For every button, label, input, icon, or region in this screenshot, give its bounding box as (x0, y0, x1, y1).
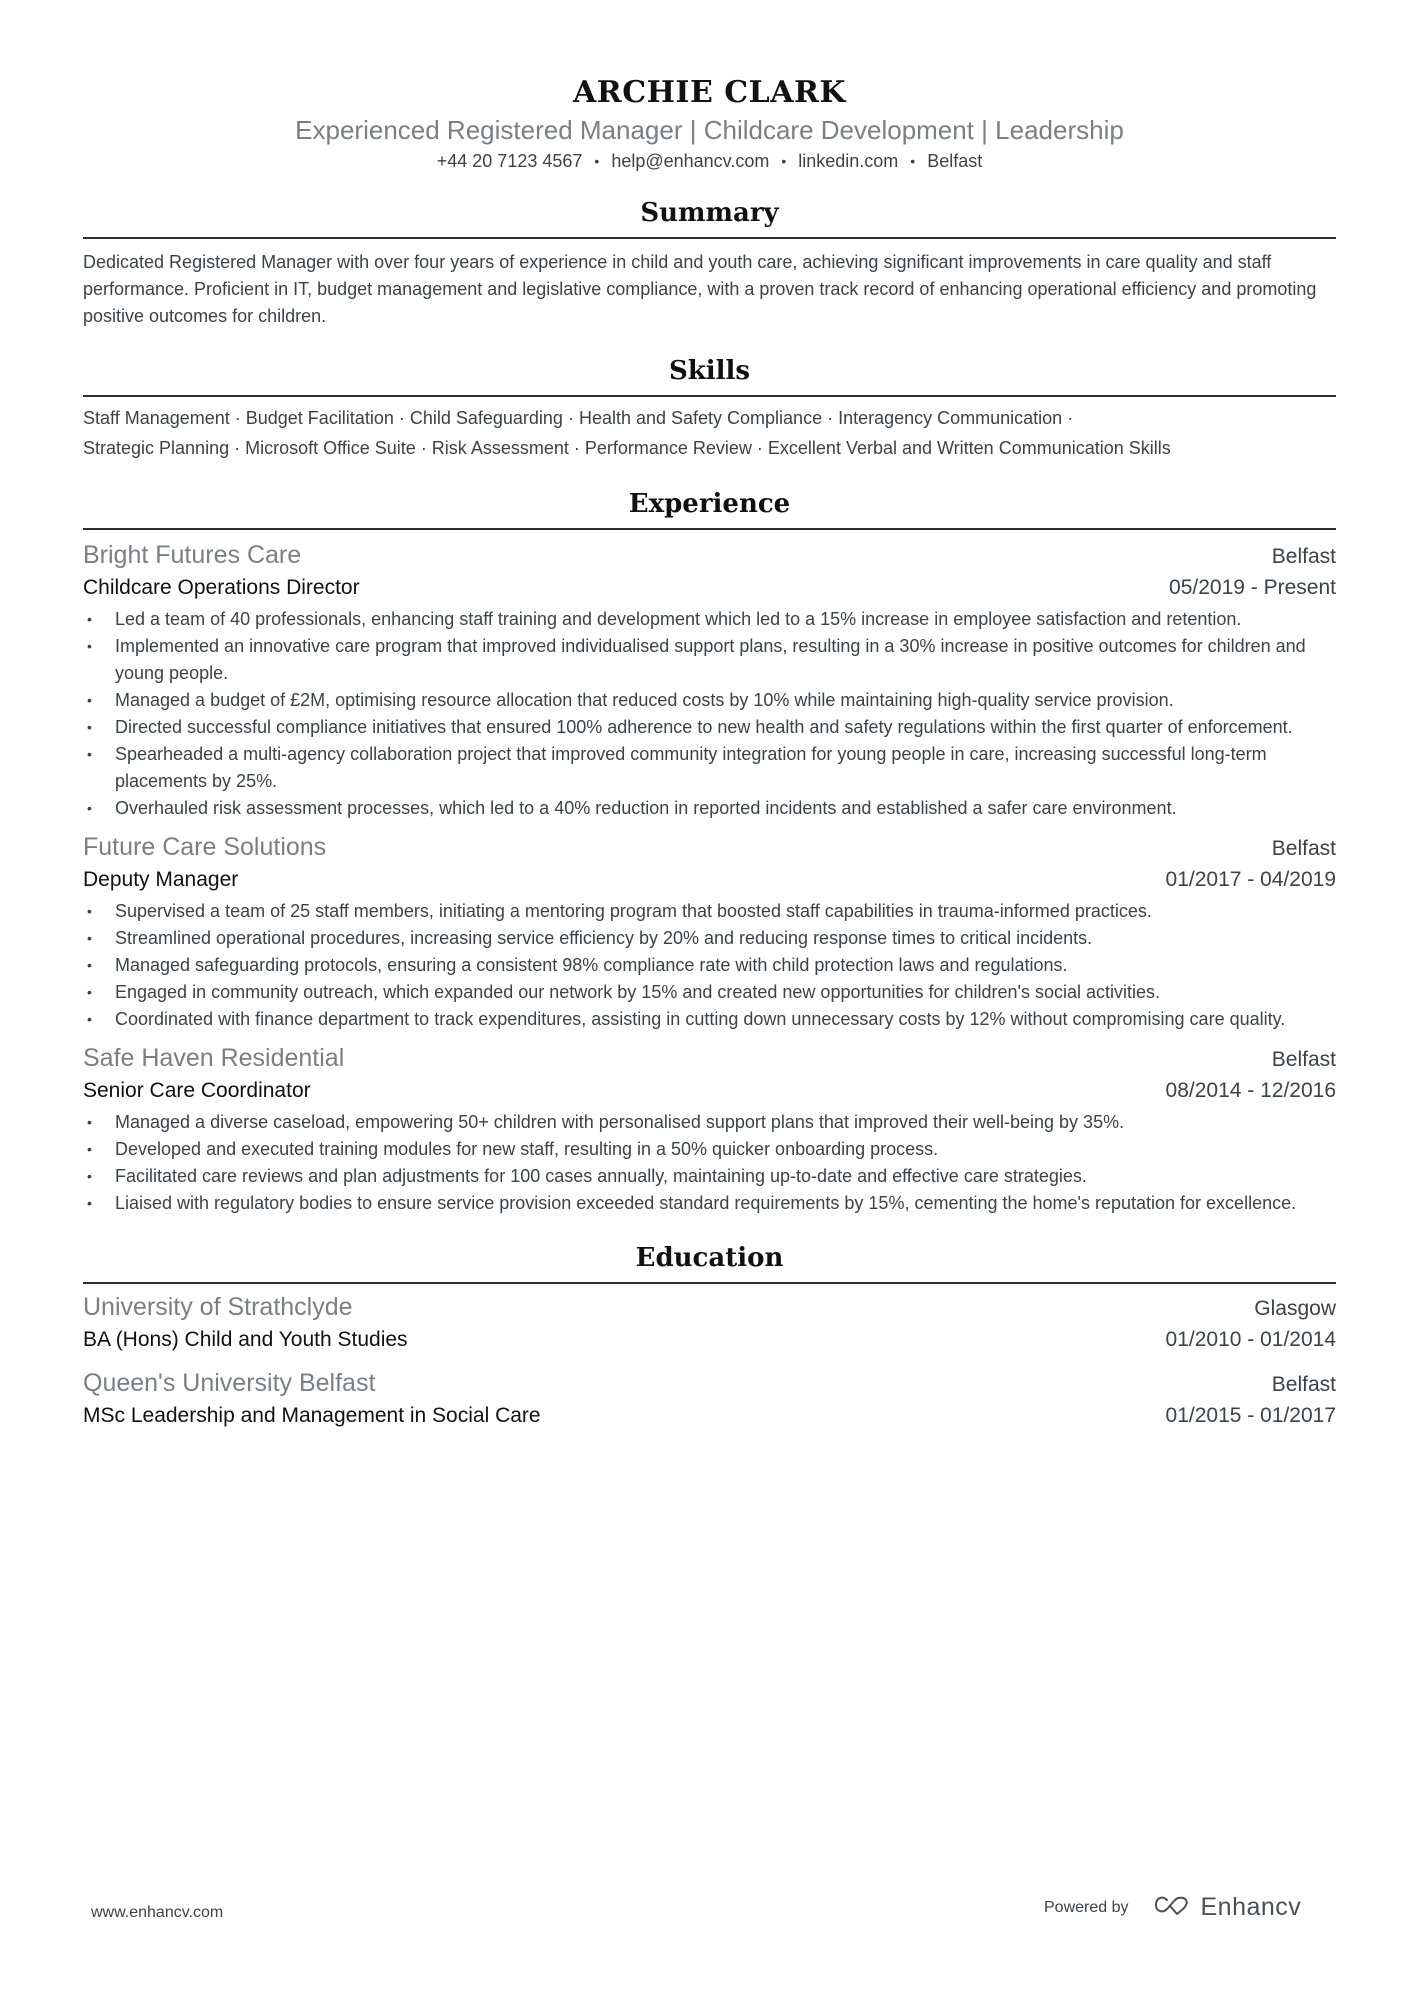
achievement-item: • Spearheaded a multi-agency collaboration project that improved community integration for young people in care, increasing successful long-term placements by 25%. (83, 741, 1336, 795)
candidate-tagline: Experienced Registered Manager | Childcare Development | Leadership (295, 115, 1124, 145)
section-divider (83, 528, 1336, 530)
job-dates: 01/2017 - 04/2019 (1165, 868, 1336, 891)
summary-text: Dedicated Registered Manager with over four years of experience in child and youth care, achieving significant improvements in care quality and staff performance. Proficient in IT, budget management and legislative compliance, with a proven track record of enhancing operational efficiency and promoting positive outcomes for children. (83, 252, 1317, 326)
footer-website-link[interactable]: www.enhancv.com (91, 1904, 224, 1921)
company-name: Safe Haven Residential (83, 1044, 345, 1072)
section-title-education: Education (635, 1243, 784, 1273)
section-title-experience: Experience (628, 489, 791, 519)
achievement-item: • Overhauled risk assessment processes, which led to a 40% reduction in reported incidents and established a safer care environment. (83, 795, 1336, 822)
degree-name: MSc Leadership and Management in Social Care (83, 1404, 541, 1427)
powered-by-label: Powered by (1044, 1898, 1129, 1916)
bullet-icon: • (87, 1114, 92, 1130)
contact-phone[interactable]: +44 20 7123 4567 (436, 151, 583, 171)
section-divider (83, 395, 1336, 397)
institution-location: Glasgow (1254, 1297, 1336, 1320)
bullet-icon: • (87, 611, 92, 627)
job-dates: 08/2014 - 12/2016 (1165, 1079, 1336, 1102)
achievement-list (83, 606, 1336, 822)
contact-line (83, 148, 1336, 174)
section-divider (83, 237, 1336, 239)
skills-list (83, 403, 1336, 463)
achievement-item: • Coordinated with finance department to track expenditures, assisting in cutting down unnecessary costs by 12% without compromising care quality. (83, 1006, 1336, 1033)
achievement-item: • Streamlined operational procedures, increasing service efficiency by 20% and reducing response times to critical incidents. (83, 925, 1336, 952)
education-dates: 01/2010 - 01/2014 (1165, 1328, 1336, 1351)
job-location: Belfast (1271, 545, 1336, 568)
bullet-icon: • (87, 1011, 92, 1027)
enhancv-brand-link[interactable] (1153, 1893, 1302, 1922)
institution-location: Belfast (1271, 1373, 1336, 1396)
job-title: Senior Care Coordinator (83, 1079, 311, 1102)
bullet-icon: • (87, 800, 92, 816)
bullet-icon: • (87, 692, 92, 708)
achievement-item: • Supervised a team of 25 staff members, initiating a mentoring program that boosted staff capabilities in trauma-informed practices. (83, 898, 1336, 925)
achievement-item: • Facilitated care reviews and plan adjustments for 100 cases annually, maintaining up-to-date and effective care strategies. (83, 1163, 1336, 1190)
job-dates: 05/2019 - Present (1169, 576, 1336, 599)
company-name: Bright Futures Care (83, 541, 302, 569)
bullet-icon: • (87, 1168, 92, 1184)
achievement-list (83, 898, 1336, 1033)
achievement-item: • Managed a budget of £2M, optimising resource allocation that reduced costs by 10% while maintaining high-quality service provision. (83, 687, 1336, 714)
degree-name: BA (Hons) Child and Youth Studies (83, 1328, 408, 1351)
job-title: Deputy Manager (83, 868, 239, 891)
education-dates: 01/2015 - 01/2017 (1165, 1404, 1336, 1427)
education-entry (83, 1366, 1336, 1432)
bullet-separator-icon: • (781, 153, 787, 169)
job-location: Belfast (1271, 837, 1336, 860)
summary-section (83, 196, 1336, 330)
institution-name: Queen's University Belfast (83, 1369, 376, 1397)
achievement-list (83, 1109, 1336, 1217)
education-entry (83, 1290, 1336, 1356)
contact-email[interactable]: help@enhancv.com (611, 151, 770, 171)
resume-header (83, 0, 1336, 174)
bullet-separator-icon: • (594, 153, 600, 169)
experience-entry (83, 1041, 1336, 1217)
bullet-icon: • (87, 903, 92, 919)
footer-branding (1044, 1893, 1301, 1922)
section-title-summary: Summary (640, 198, 779, 228)
experience-entry (83, 538, 1336, 822)
skills-line: Strategic Planning · Microsoft Office Suite · Risk Assessment · Performance Review · Excellent Verbal and Written Communication Skills (83, 438, 1171, 458)
bullet-icon: • (87, 984, 92, 1000)
job-title: Childcare Operations Director (83, 576, 360, 599)
education-section (83, 1241, 1336, 1432)
bullet-icon: • (87, 930, 92, 946)
resume-page (83, 0, 1336, 1432)
bullet-icon: • (87, 957, 92, 973)
achievement-item: • Managed a diverse caseload, empowering 50+ children with personalised support plans that improved their well-being by 35%. (83, 1109, 1336, 1136)
bullet-icon: • (87, 1195, 92, 1211)
bullet-icon: • (87, 746, 92, 762)
achievement-item: • Liaised with regulatory bodies to ensure service provision exceeded standard requirements by 15%, cementing the home's reputation for excellence. (83, 1190, 1336, 1217)
enhancv-brand-name: Enhancv (1200, 1893, 1302, 1921)
experience-section (83, 487, 1336, 1217)
bullet-icon: • (87, 638, 92, 654)
job-location: Belfast (1271, 1048, 1336, 1071)
experience-entry (83, 830, 1336, 1033)
skills-section (83, 354, 1336, 463)
achievement-item: • Implemented an innovative care program that improved individualised support plans, resulting in a 30% increase in positive outcomes for children and young people. (83, 633, 1336, 687)
achievement-item: • Developed and executed training modules for new staff, resulting in a 50% quicker onboarding process. (83, 1136, 1336, 1163)
candidate-name: ARCHIE CLARK (572, 75, 847, 110)
achievement-item: • Directed successful compliance initiatives that ensured 100% adherence to new health and safety regulations within the first quarter of enforcement. (83, 714, 1336, 741)
enhancv-logo-icon (1153, 1894, 1191, 1921)
achievement-item: • Managed safeguarding protocols, ensuring a consistent 98% compliance rate with child protection laws and regulations. (83, 952, 1336, 979)
achievement-item: • Led a team of 40 professionals, enhancing staff training and development which led to a 15% increase in employee satisfaction and retention. (83, 606, 1336, 633)
skills-line: Staff Management · Budget Facilitation · Child Safeguarding · Health and Safety Compliance · Interagency Communication · (83, 408, 1074, 428)
bullet-icon: • (87, 1141, 92, 1157)
contact-linkedin[interactable]: linkedin.com (798, 151, 899, 171)
bullet-icon: • (87, 719, 92, 735)
achievement-item: • Engaged in community outreach, which expanded our network by 15% and created new opportunities for children's social activities. (83, 979, 1336, 1006)
contact-location: Belfast (927, 151, 983, 171)
institution-name: University of Strathclyde (83, 1293, 353, 1321)
company-name: Future Care Solutions (83, 833, 327, 861)
section-title-skills: Skills (668, 356, 751, 386)
bullet-separator-icon: • (910, 153, 916, 169)
section-divider (83, 1282, 1336, 1284)
